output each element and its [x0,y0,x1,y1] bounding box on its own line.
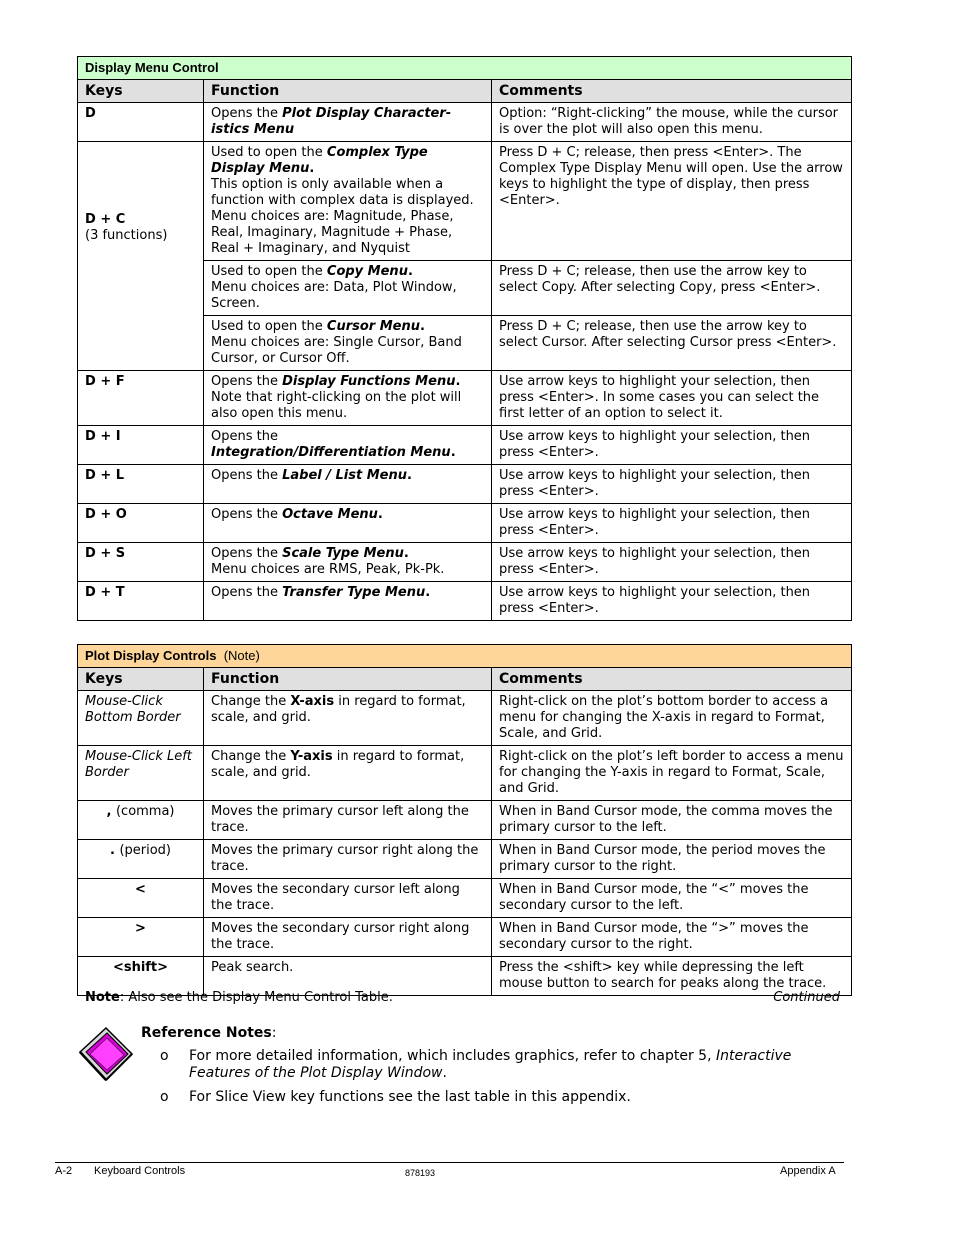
function-cell: Moves the secondary cursor right along the trace. [204,918,492,957]
comment-cell: Use arrow keys to highlight your selection, then press <Enter>. In some cases you can select the first letter of an option to select it. [492,371,852,426]
table-row [78,918,852,957]
table-row [78,543,852,582]
header-keys: Keys [78,80,204,103]
key-cell: Mouse-Click Left Border [78,746,204,801]
reference-book-icon [76,1024,134,1086]
key-cell: , (comma) [78,801,204,840]
comment-cell: Use arrow keys to highlight your selection, then press <Enter>. [492,504,852,543]
table-title: Plot Display Controls (Note) [78,645,852,668]
footer-rule [55,1162,844,1163]
function-cell: Opens the Octave Menu. [204,504,492,543]
table-note: Note: Also see the Display Menu Control Table. Continued [85,990,840,1005]
bullet-icon: o [160,1089,169,1105]
table-row [78,582,852,621]
table-row [78,879,852,918]
key-cell: D + I [78,426,204,465]
comment-cell: Press D + C; release, then use the arrow key to select Copy. After selecting Copy, press <Enter>. [492,261,852,316]
key-cell: Mouse-Click Bottom Border [78,691,204,746]
function-cell: Change the Y-axis in regard to format, scale, and grid. [204,746,492,801]
key-cell: > [78,918,204,957]
footer-page-number: A-2 [55,1165,73,1177]
reference-bullet-1: For more detailed information, which includes graphics, refer to chapter 5, Interactive Features of the Plot Display Window. [189,1048,792,1081]
function-cell: Opens the Integration/Differentiation Menu. [204,426,492,465]
reference-notes-title: Reference Notes: [141,1025,277,1041]
key-cell: D + O [78,504,204,543]
bullet-icon: o [160,1048,169,1064]
table-row [78,801,852,840]
comment-cell: Press D + C; release, then use the arrow key to select Cursor. After selecting Cursor press <Enter>. [492,316,852,371]
key-cell: D [78,103,204,142]
header-keys: Keys [78,668,204,691]
function-cell: Opens the Scale Type Menu. Menu choices are RMS, Peak, Pk-Pk. [204,543,492,582]
function-cell: Opens the Label / List Menu. [204,465,492,504]
comment-cell: When in Band Cursor mode, the comma moves the primary cursor to the left. [492,801,852,840]
table-row [78,426,852,465]
continued-label: Continued [773,990,840,1005]
comment-cell: When in Band Cursor mode, the “<” moves the secondary cursor to the left. [492,879,852,918]
comment-cell: Use arrow keys to highlight your selection, then press <Enter>. [492,582,852,621]
header-comments: Comments [492,80,852,103]
comment-cell: Use arrow keys to highlight your selection, then press <Enter>. [492,426,852,465]
key-cell: D + C (3 functions) [78,142,204,371]
table-row [78,142,852,261]
function-cell: Change the X-axis in regard to format, scale, and grid. [204,691,492,746]
comment-cell: Option: “Right-clicking” the mouse, while the cursor is over the plot will also open this menu. [492,103,852,142]
footer-doc-number: 878193 [405,1168,436,1178]
comment-cell: Press the <shift> key while depressing the left mouse button to search for peaks along the trace. [492,957,852,996]
table-row [78,746,852,801]
header-function: Function [204,80,492,103]
key-cell: . (period) [78,840,204,879]
function-cell: Used to open the Copy Menu. Menu choices are: Data, Plot Window, Screen. [204,261,492,316]
plot-display-controls-table [77,644,852,996]
footer-appendix: Appendix A [780,1165,836,1177]
comment-cell: When in Band Cursor mode, the period moves the primary cursor to the right. [492,840,852,879]
function-cell: Moves the primary cursor right along the trace. [204,840,492,879]
comment-cell: Right-click on the plot’s bottom border to access a menu for changing the X-axis in regard to Format, Scale, and Grid. [492,691,852,746]
key-cell: D + T [78,582,204,621]
header-function: Function [204,668,492,691]
reference-bullet-2: For Slice View key functions see the last table in this appendix. [189,1089,631,1105]
comment-cell: Right-click on the plot’s left border to access a menu for changing the Y-axis in regard to Format, Scale, and Grid. [492,746,852,801]
table-row [78,691,852,746]
function-cell: Opens the Transfer Type Menu. [204,582,492,621]
comment-cell: Press D + C; release, then press <Enter>. The Complex Type Display Menu will open. Use the arrow keys to highlight the type of display, then press <Enter>. [492,142,852,261]
function-cell: Moves the secondary cursor left along the trace. [204,879,492,918]
key-cell: <shift> [78,957,204,996]
table-row [78,504,852,543]
comment-cell: Use arrow keys to highlight your selection, then press <Enter>. [492,465,852,504]
key-cell: < [78,879,204,918]
function-cell: Opens the Display Functions Menu. Note that right-clicking on the plot will also open this menu. [204,371,492,426]
key-cell: D + L [78,465,204,504]
function-cell: Used to open the Complex Type Display Menu. This option is only available when a function with complex data is displayed. Menu choices are: Magnitude, Phase, Real, Imaginary, Magnitude + Phase, Real + Imaginary, and Nyquist [204,142,492,261]
table-row [78,371,852,426]
table-row [78,840,852,879]
footer-section-title: Keyboard Controls [94,1165,186,1177]
function-cell: Peak search. [204,957,492,996]
table-title: Display Menu Control [78,57,852,80]
table-row [78,465,852,504]
comment-cell: When in Band Cursor mode, the “>” moves the secondary cursor to the right. [492,918,852,957]
header-comments: Comments [492,668,852,691]
function-cell: Used to open the Cursor Menu. Menu choices are: Single Cursor, Band Cursor, or Cursor Off. [204,316,492,371]
function-cell: Moves the primary cursor left along the trace. [204,801,492,840]
function-cell: Opens the Plot Display Character-istics Menu [204,103,492,142]
table-row [78,103,852,142]
comment-cell: Use arrow keys to highlight your selection, then press <Enter>. [492,543,852,582]
key-cell: D + S [78,543,204,582]
display-menu-control-table [77,56,852,621]
key-cell: D + F [78,371,204,426]
